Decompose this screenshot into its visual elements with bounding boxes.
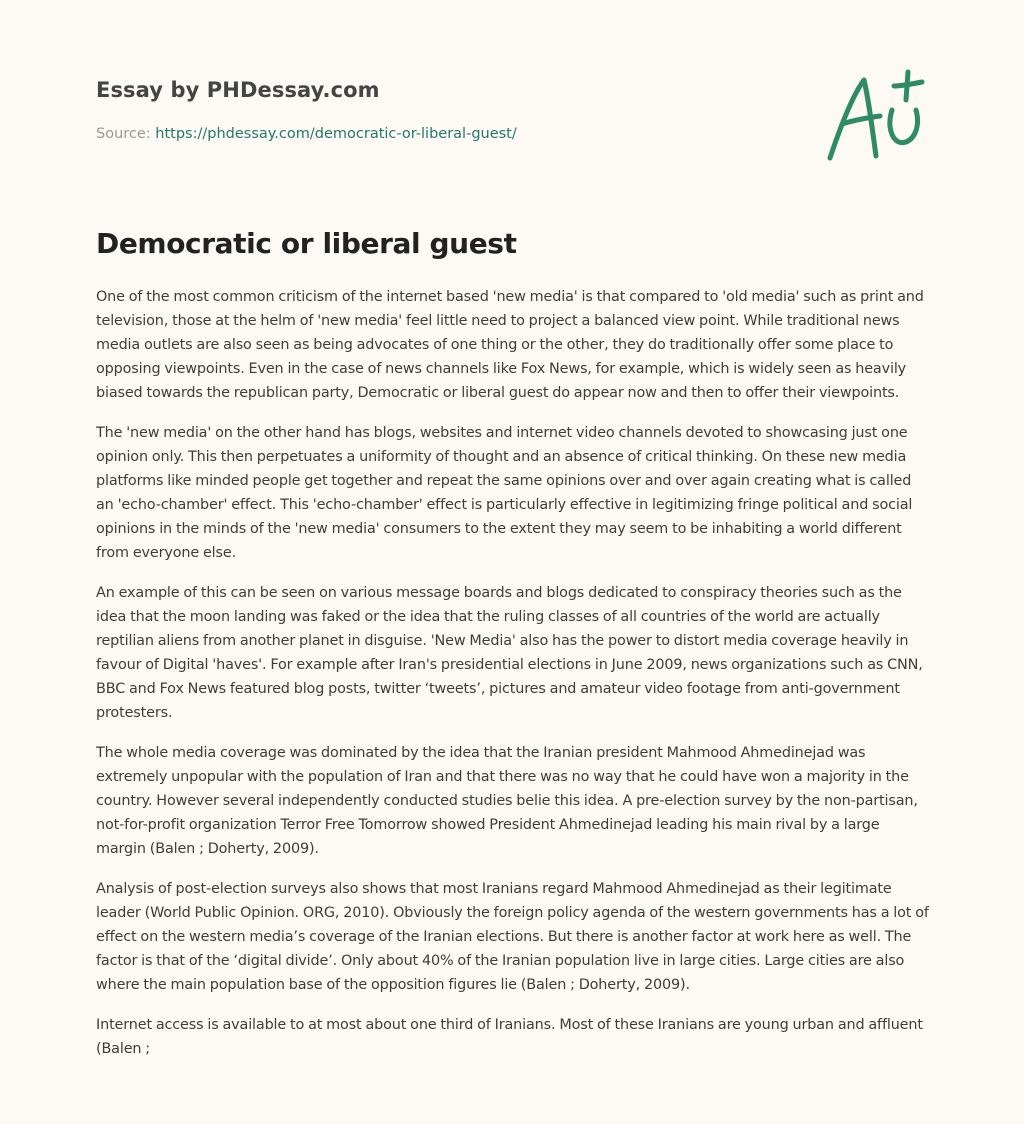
source-link[interactable]: https://phdessay.com/democratic-or-liberal-guest/ — [155, 126, 517, 142]
essay-paragraph: Analysis of post-election surveys also shows that most Iranians regard Mahmood Ahmedinejad as their legitimate leader (World Public Opinion. ORG, 2010). Obviously the foreign policy agenda of the western governments has a lot of effect on the western media’s coverage of the Iranian elections. But there is another factor at work here as well. The factor is that of the ‘digital divide’. Only about 40% of the Iranian population live in large cities. Large cities are also where the main population base of the opposition figures lie (Balen ; Doherty, 2009). — [96, 881, 929, 993]
source-line — [96, 124, 796, 144]
essay-paragraph: The whole media coverage was dominated by the idea that the Iranian president Mahmood Ahmedinejad was extremely unpopular with the population of Iran and that there was no way that he could have won a majority in the country. However several independently conducted studies belie this idea. A pre-election survey by the non-partisan, not-for-profit organization Terror Free Tomorrow showed President Ahmedinejad leading his main rival by a large margin (Balen ; Doherty, 2009). — [96, 745, 918, 857]
source-label: Source: — [96, 126, 151, 142]
essay-body — [96, 285, 932, 1077]
essay-paragraph: The 'new media' on the other hand has blogs, websites and internet video channels devoted to showcasing just one opinion only. This then perpetuates a uniformity of thought and an absence of critical thinking. On these new media platforms like minded people get together and repeat the same opinions over and over again creating what is called an 'echo-chamber' effect. This 'echo-chamber' effect is particularly effective in legitimizing fringe political and social opinions in the minds of the 'new media' consumers to the extent they may seem to be inhabiting a world different from everyone else. — [96, 425, 913, 561]
a-plus-logo-icon — [822, 66, 926, 166]
essay-title: Democratic or liberal guest — [96, 227, 517, 260]
essay-paragraph: Internet access is available to at most about one third of Iranians. Most of these Iranians are young urban and affluent (Balen ; — [96, 1017, 923, 1057]
brand-title: Essay by PHDessay.com — [96, 78, 380, 102]
essay-paragraph: One of the most common criticism of the internet based 'new media' is that compared to 'old media' such as print and television, those at the helm of 'new media' feel little need to project a balanced view point. While traditional news media outlets are also seen as being advocates of one thing or the other, they do traditionally offer some place to opposing viewpoints. Even in the case of news channels like Fox News, for example, which is widely seen as heavily biased towards the republican party, Democratic or liberal guest do appear now and then to offer their viewpoints. — [96, 289, 924, 401]
essay-paragraph: An example of this can be seen on various message boards and blogs dedicated to conspiracy theories such as the idea that the moon landing was faked or the idea that the ruling classes of all countries of the world are actually reptilian aliens from another planet in disguise. 'New Media' also has the power to distort media coverage heavily in favour of Digital 'haves'. For example after Iran's presidential elections in June 2009, news organizations such as CNN, BBC and Fox News featured blog posts, twitter ‘tweets’, pictures and amateur video footage from anti-government protesters. — [96, 585, 923, 721]
essay-header — [96, 76, 796, 144]
